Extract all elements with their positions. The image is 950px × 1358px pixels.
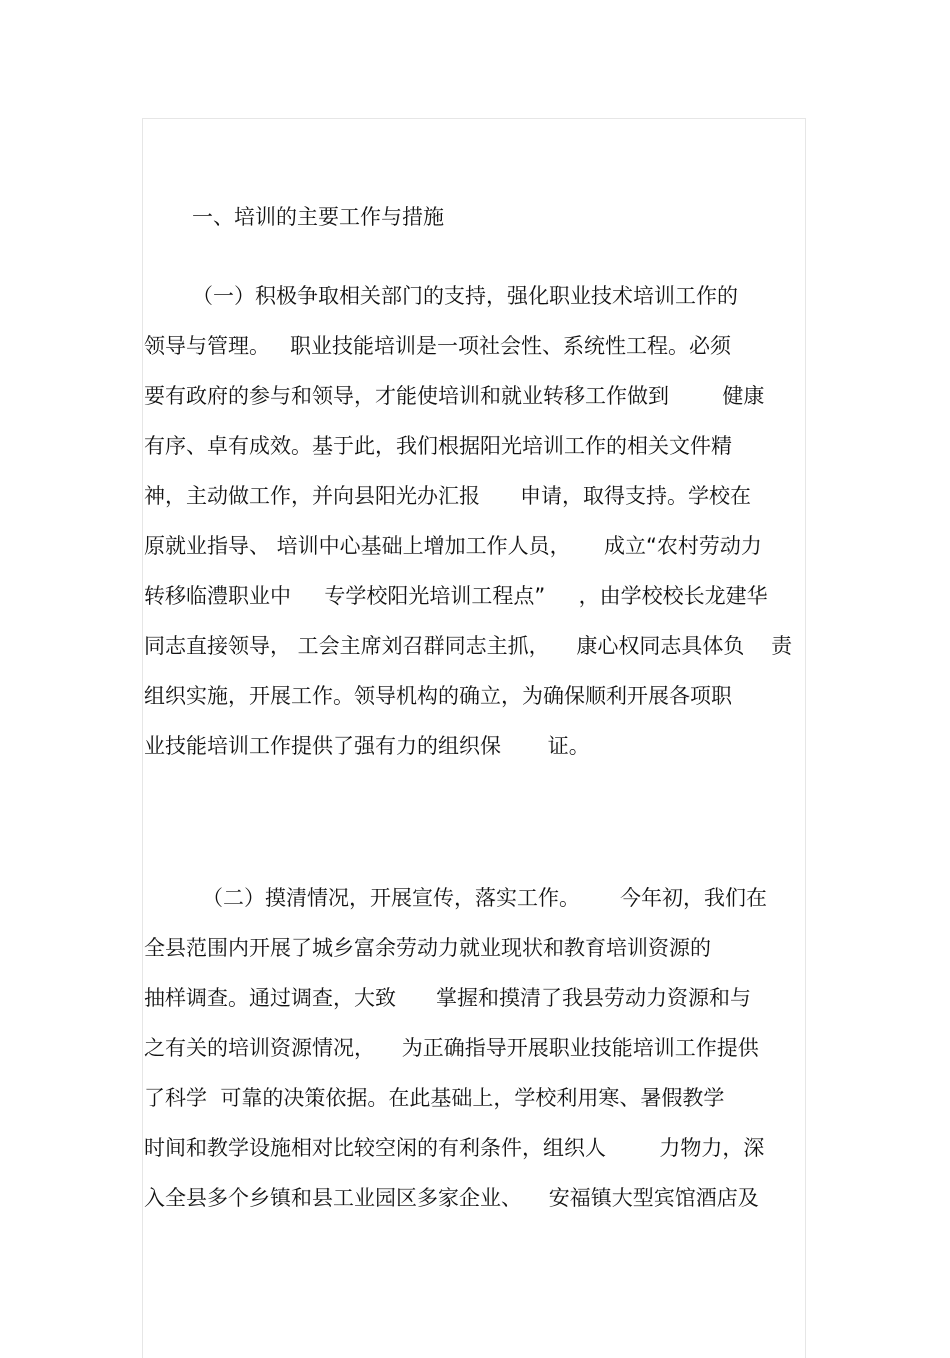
paragraph-line: （二）摸清情况，开展宣传，落实工作。 今年初，我们在 <box>202 886 768 910</box>
paragraph-line: 业技能培训工作提供了强有力的组织保 证。 <box>144 734 590 758</box>
paragraph-line: 组织实施，开展工作。领导机构的确立，为确保顺利开展各项职 <box>144 684 732 708</box>
paragraph-line: 同志直接领导， 工会主席刘召群同志主抓， 康心权同志具体负 责 <box>144 634 793 658</box>
paragraph-line: 时间和教学设施相对比较空闲的有利条件，组织人 力物力，深 <box>144 1136 765 1160</box>
paragraph-line: 神，主动做工作，并向县阳光办汇报 申请，取得支持。学校在 <box>144 484 752 508</box>
paragraph-line: 入全县多个乡镇和县工业园区多家企业、 安福镇大型宾馆酒店及 <box>144 1186 759 1210</box>
paragraph-line: 原就业指导、 培训中心基础上增加工作人员， 成立“农村劳动力 <box>144 534 762 558</box>
paragraph-line: 了科学 可靠的决策依据。在此基础上，学校利用寒、暑假教学 <box>144 1086 725 1110</box>
paragraph-line: 要有政府的参与和领导，才能使培训和就业转移工作做到 健康 <box>144 384 765 408</box>
paragraph-line: 领导与管理。 职业技能培训是一项社会性、系统性工程。必须 <box>144 334 732 358</box>
section-heading: 一、培训的主要工作与措施 <box>192 205 444 229</box>
paragraph-line: 抽样调查。通过调查，大致 掌握和摸清了我县劳动力资源和与 <box>144 986 752 1010</box>
paragraph-line: 之有关的培训资源情况， 为正确指导开展职业技能培训工作提供 <box>144 1036 759 1060</box>
paragraph-line: 转移临澧职业中 专学校阳光培训工程点” ，由学校校长龙建华 <box>144 584 768 608</box>
paragraph-line: （一）积极争取相关部门的支持，强化职业技术培训工作的 <box>192 284 738 308</box>
paragraph-line: 有序、卓有成效。基于此，我们根据阳光培训工作的相关文件精 <box>144 434 732 458</box>
paragraph-line: 全县范围内开展了城乡富余劳动力就业现状和教育培训资源的 <box>144 936 711 960</box>
